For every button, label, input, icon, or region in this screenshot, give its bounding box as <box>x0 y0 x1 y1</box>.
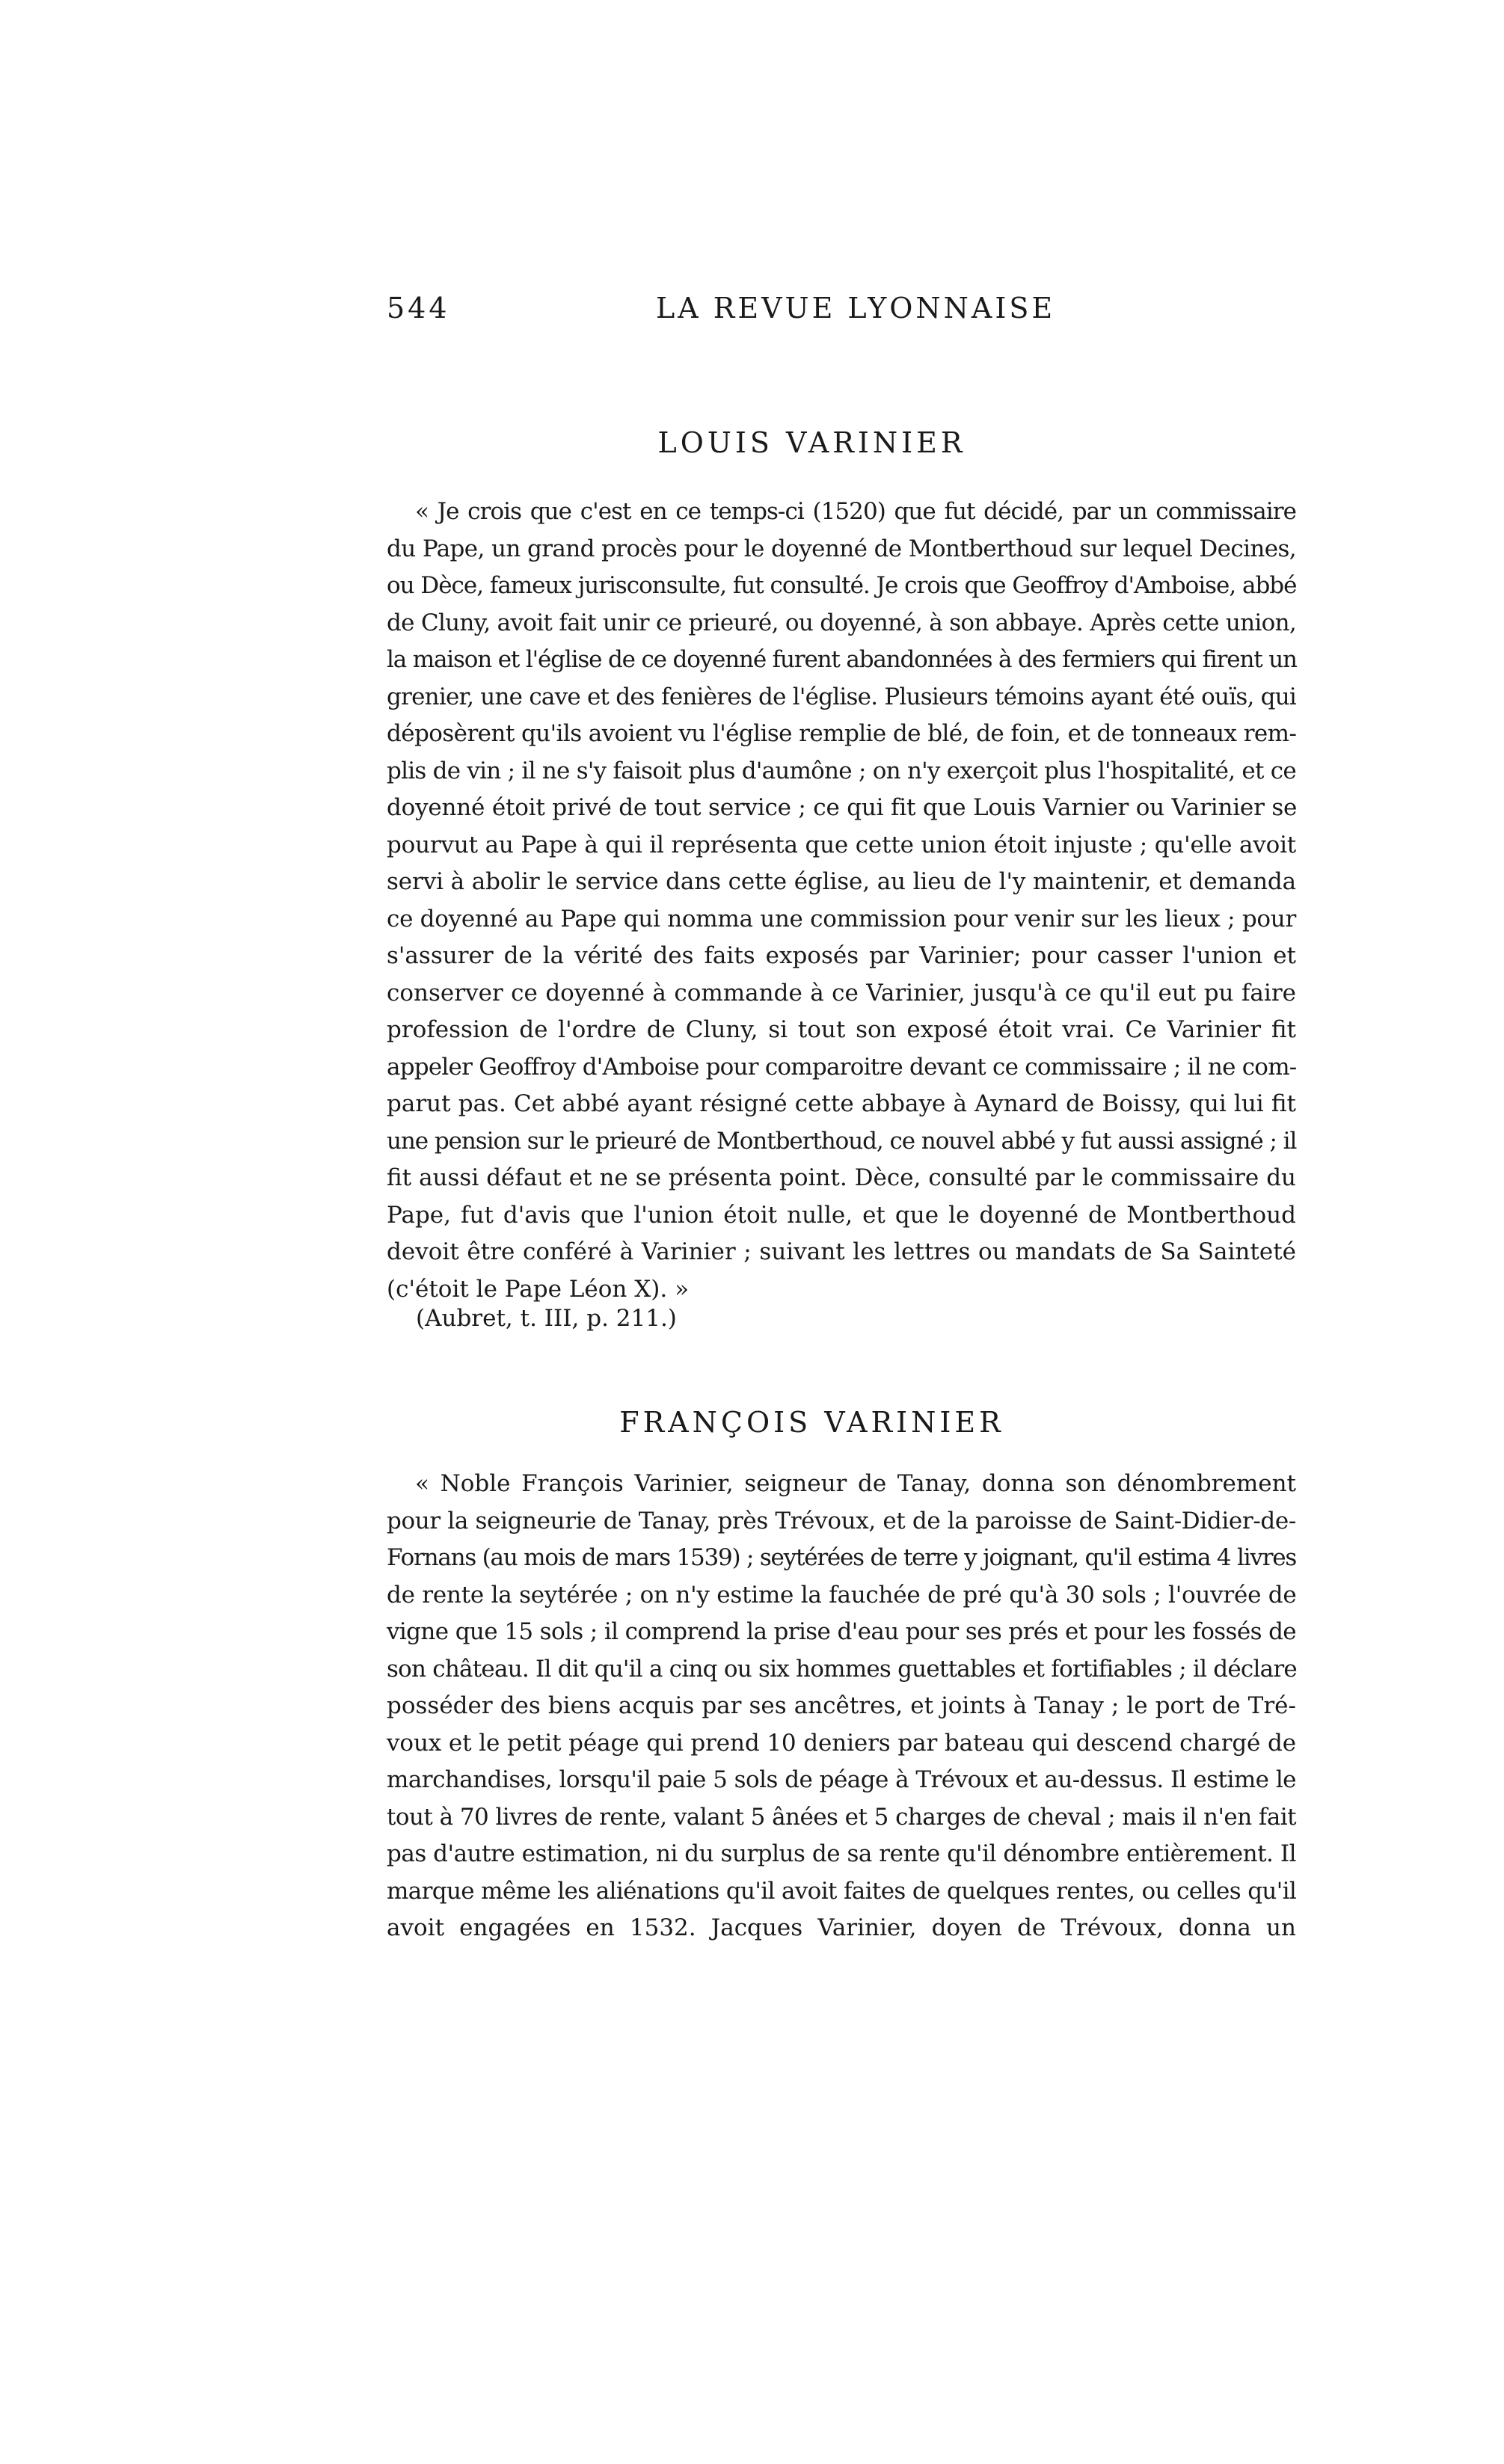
citation: (Aubret, t. III, p. 211.) <box>416 1305 677 1332</box>
text-line: son château. Il dit qu'il a cinq ou six hommes guettables et fortifiables ; il déclare <box>387 1655 1297 1683</box>
text-line: de Cluny, avoit fait unir ce prieuré, ou doyenné, à son abbaye. Après cette union, <box>387 609 1296 636</box>
text-line: pourvut au Pape à qui il représenta que cette union étoit injuste ; qu'elle avoit <box>387 831 1297 858</box>
text-line: profession de l'ordre de Cluny, si tout son exposé étoit vrai. Ce Varinier fit <box>387 1016 1296 1043</box>
section-title-francois-varinier: FRANÇOIS VARINIER <box>619 1406 1004 1439</box>
text-line: de rente la seytérée ; on n'y estime la fauchée de pré qu'à 30 sols ; l'ouvrée de <box>387 1581 1297 1609</box>
paragraph-francois-varinier <box>387 1466 1296 1947</box>
text-line: tout à 70 livres de rente, valant 5 ânées et 5 charges de cheval ; mais il n'en fait <box>387 1803 1296 1831</box>
text-line: (c'étoit le Pape Léon X). » <box>387 1275 690 1303</box>
paragraph-louis-varinier <box>387 494 1296 1308</box>
text-line: appeler Geoffroy d'Amboise pour comparoitre devant ce commissaire ; il ne com- <box>387 1053 1297 1081</box>
text-line: pour la seigneurie de Tanay, près Trévoux, et de la paroisse de Saint-Didier-de- <box>387 1507 1297 1534</box>
text-line: servi à abolir le service dans cette église, au lieu de l'y maintenir, et demanda <box>387 868 1296 895</box>
running-head <box>387 292 1296 337</box>
text-line: fit aussi défaut et ne se présenta point. Dèce, consulté par le commissaire du <box>387 1164 1296 1191</box>
text-line: déposèrent qu'ils avoient vu l'église remplie de blé, de foin, et de tonneaux rem- <box>387 720 1297 747</box>
page-number: 544 <box>387 292 450 325</box>
text-line: « Je crois que c'est en ce temps-ci (1520) que fut décidé, par un commissaire <box>415 498 1296 525</box>
text-line: Pape, fut d'avis que l'union étoit nulle, et que le doyenné de Montberthoud <box>387 1201 1296 1229</box>
text-line: Fornans (au mois de mars 1539) ; seytérées de terre y joignant, qu'il estima 4 livres <box>387 1544 1297 1571</box>
text-line: avoit engagées en 1532. Jacques Varinier, doyen de Trévoux, donna un <box>387 1914 1296 1941</box>
text-line: vigne que 15 sols ; il comprend la prise d'eau pour ses prés et pour les fossés de <box>387 1618 1297 1645</box>
text-line: du Pape, un grand procès pour le doyenné de Montberthoud sur lequel Decines, <box>387 535 1296 562</box>
text-line: ce doyenné au Pape qui nomma une commission pour venir sur les lieux ; pour <box>387 905 1296 933</box>
text-line: doyenné étoit privé de tout service ; ce qui fit que Louis Varnier ou Varinier se <box>387 794 1298 821</box>
text-line: devoit être conféré à Varinier ; suivant les lettres ou mandats de Sa Sainteté <box>387 1238 1296 1265</box>
text-line: s'assurer de la vérité des faits exposés par Varinier; pour casser l'union et <box>387 942 1296 969</box>
text-line: la maison et l'église de ce doyenné furent abandonnées à des fermiers qui firent un <box>387 646 1297 673</box>
text-line: une pension sur le prieuré de Montberthoud, ce nouvel abbé y fut aussi assigné ; il <box>387 1127 1297 1155</box>
journal-title: LA REVUE LYONNAISE <box>656 292 1056 325</box>
section-title-louis-varinier: LOUIS VARINIER <box>657 426 966 459</box>
text-line: plis de vin ; il ne s'y faisoit plus d'aumône ; on n'y exerçoit plus l'hospitalité, et ce <box>387 757 1296 784</box>
text-line: grenier, une cave et des fenières de l'église. Plusieurs témoins ayant été ouïs, qui <box>387 683 1296 710</box>
text-line: posséder des biens acquis par ses ancêtres, et joints à Tanay ; le port de Tré- <box>387 1692 1296 1719</box>
text-line: parut pas. Cet abbé ayant résigné cette abbaye à Aynard de Boissy, qui lui fit <box>387 1090 1296 1117</box>
text-line: conserver ce doyenné à commande à ce Varinier, jusqu'à ce qu'il eut pu faire <box>387 979 1296 1007</box>
text-line: marchandises, lorsqu'il paie 5 sols de péage à Trévoux et au-dessus. Il estime le <box>387 1766 1296 1793</box>
text-line: pas d'autre estimation, ni du surplus de sa rente qu'il dénombre entièrement. Il <box>387 1840 1296 1867</box>
text-line: ou Dèce, fameux jurisconsulte, fut consulté. Je crois que Geoffroy d'Amboise, abbé <box>387 572 1297 599</box>
text-line: voux et le petit péage qui prend 10 deniers par bateau qui descend chargé de <box>387 1729 1296 1757</box>
text-line: « Noble François Varinier, seigneur de Tanay, donna son dénombrement <box>415 1470 1296 1497</box>
text-line: marque même les aliénations qu'il avoit faites de quelques rentes, ou celles qu'il <box>387 1877 1297 1905</box>
